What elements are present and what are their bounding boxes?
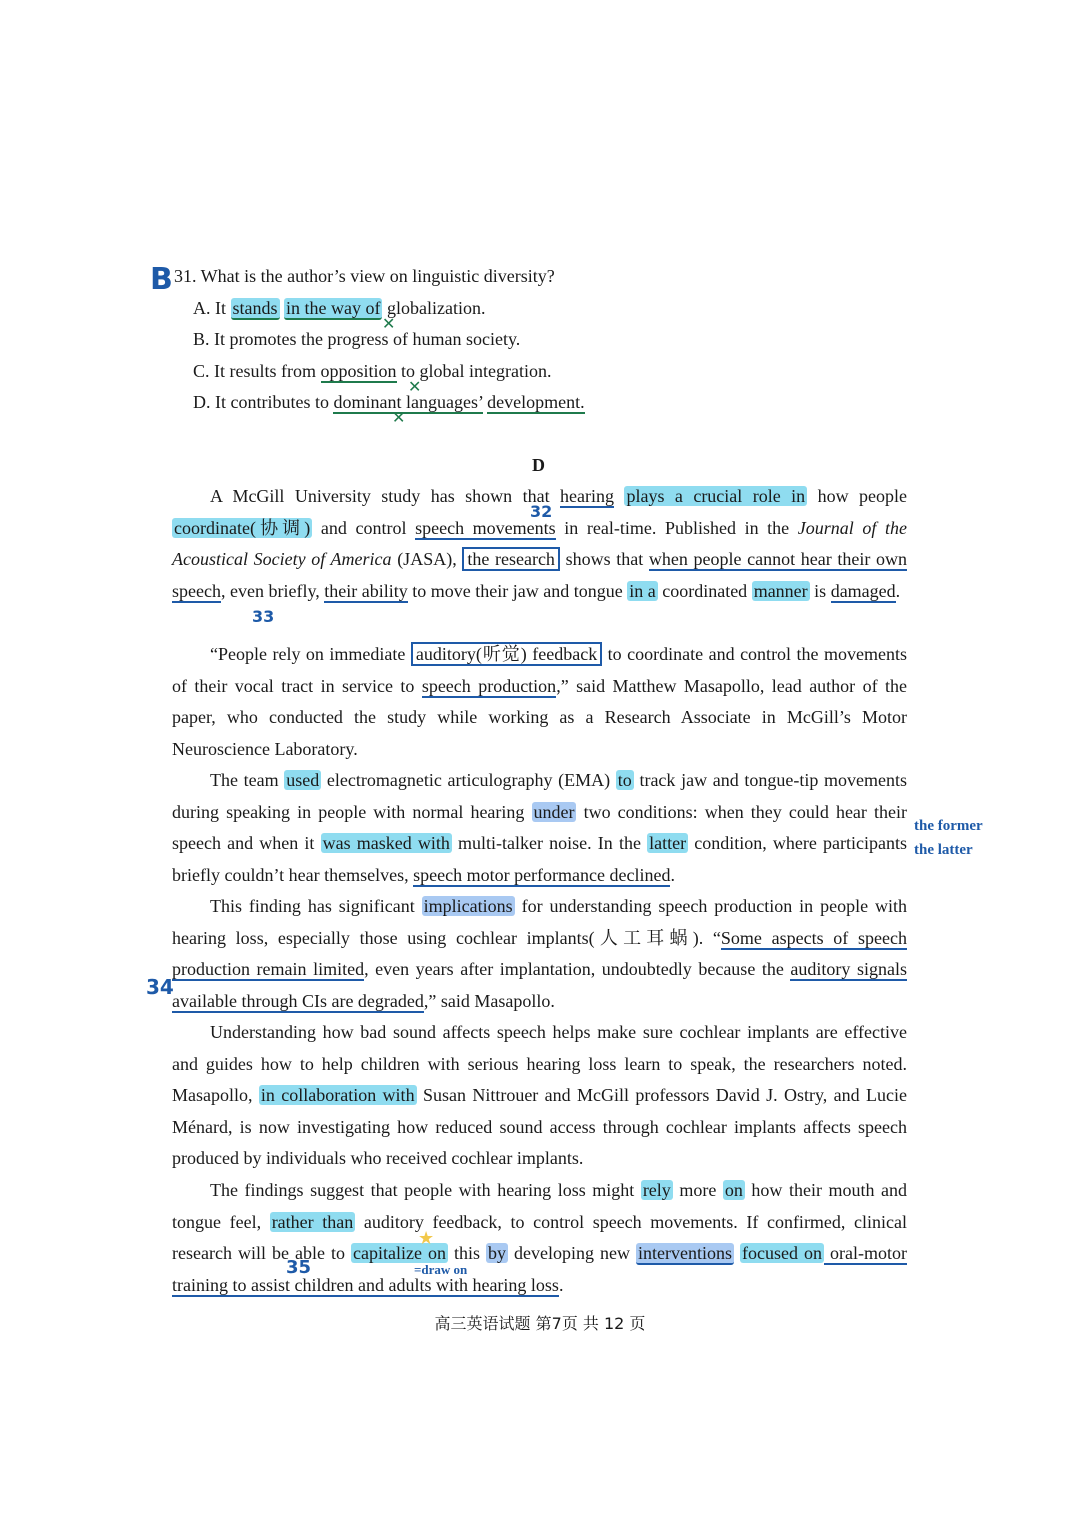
p1-underline-speech: speech movements [415, 517, 556, 538]
p3-text-6: condition, where participants briefly couldn’t hear themselves, [172, 833, 907, 885]
p4-text: This finding has significant [210, 896, 422, 916]
option-c-underline: opposition [320, 361, 397, 381]
star-icon: ★ [418, 1228, 435, 1248]
p4-highlight-implications: implications [423, 896, 513, 916]
p3-highlight-latter: latter [649, 833, 687, 853]
p1-text-3: and control [312, 517, 416, 538]
number-33: 33 [252, 607, 275, 626]
cross-mark-icon: ✕ [382, 314, 396, 333]
p6-underline-training: oral-motor training to assist children and adults with hearing loss [172, 1243, 908, 1295]
note-draw-on: =draw on [414, 1262, 468, 1277]
option-a-end: globalization. [382, 298, 486, 318]
paragraph-6 [172, 1175, 907, 1301]
p1-text-6: shows that [559, 549, 649, 569]
p3-text-5: multi-talker noise. In the [451, 833, 648, 853]
section-title: D [532, 455, 545, 475]
p3-underline-declined: speech motor performance declined [413, 864, 671, 885]
p5-highlight-collaboration: in collaboration with [260, 1085, 415, 1105]
p3-highlight-under: under [533, 801, 575, 822]
p4-text-2: for understanding speech production in people with hearing loss, especially those using cochlear implants(人工耳蜗). “ [172, 896, 907, 948]
p3-text-3: track jaw and tongue-tip movements during speaking in people with normal hearing [172, 770, 907, 822]
option-d[interactable] [193, 391, 585, 413]
number-35: 35 [286, 1257, 312, 1278]
option-d-text: D. It contributes to [193, 392, 334, 412]
p1-period: . [895, 580, 901, 601]
number-34: 34 [146, 975, 174, 999]
note-latter: the latter [914, 842, 973, 858]
p1-underline-hearing: hearing [560, 486, 615, 506]
p1-text-7: , even briefly, [220, 580, 325, 601]
paragraph-5 [172, 1017, 907, 1175]
p3-highlight-used: used [286, 770, 320, 790]
cross-mark-icon: ✕ [392, 408, 406, 427]
p1-text-10: is [809, 580, 831, 601]
option-a[interactable] [193, 297, 485, 319]
p4-underline-aspects: Some aspects of speech production remain limited [172, 927, 907, 979]
p6-highlight-rather: rather than [271, 1211, 354, 1232]
p1-text-8: to move their jaw and tongue [407, 580, 628, 601]
p6-highlight-interventions: interventions [638, 1243, 733, 1263]
p6-period: . [558, 1274, 564, 1295]
paragraph-2 [172, 639, 907, 765]
note-former: the former [914, 818, 983, 834]
option-a-highlight-1: stands [232, 298, 278, 318]
p3-text: The team [210, 770, 285, 790]
p1-box-research: the research [462, 547, 560, 571]
p6-text-3: how their mouth and tongue feel, [172, 1180, 908, 1232]
p6-text-5: this [447, 1243, 487, 1263]
p6-highlight-rely: rely [642, 1180, 671, 1200]
page-footer: 高三英语试题 第7页 共 12 页 [434, 1314, 646, 1333]
p2-text: “People rely on immediate [210, 644, 411, 664]
option-a-text: A. It [193, 298, 231, 318]
p1-highlight-coordinate: coordinate(协调) [174, 517, 311, 538]
paragraph-1 [172, 481, 907, 607]
p5-text: Understanding how bad sound affects speech helps make sure cochlear implants are effective and guides how to help children with serious hearing loss learn to speak, the researchers noted. Masapollo, [172, 1022, 907, 1105]
p1-highlight-manner: manner [753, 580, 808, 601]
paragraph-3 [172, 765, 907, 891]
p2-text-3: ,” said Matthew Masapollo, lead author of the paper, who conducted the study while working as a Research Associate in McGill’s Motor Neuroscience Laboratory. [172, 675, 907, 759]
p6-text-6: developing new [508, 1243, 637, 1263]
p6-text: The findings suggest that people with hearing loss might [210, 1180, 641, 1200]
option-d-underline-2: development. [487, 392, 585, 412]
option-d-underline-1: dominant languages’ [333, 392, 483, 412]
p2-underline-production: speech production [421, 675, 557, 696]
p1-highlight-role: plays a crucial role in [626, 486, 806, 506]
option-c-end: to global integration. [396, 361, 552, 381]
paragraph-4 [172, 891, 907, 1017]
p1-highlight-in-a: in a [629, 580, 656, 601]
option-c-text: C. It results from [193, 361, 321, 381]
p4-underline-signals: auditory signals available through CIs are degraded [172, 959, 907, 1011]
p1-journal-name: Journal of the Acoustical Society of America [172, 517, 907, 569]
p3-highlight-to: to [617, 770, 632, 790]
question-stem: 31. What is the author’s view on linguistic diversity? [174, 266, 555, 286]
p6-text-2: more [672, 1180, 723, 1200]
p2-text-2: to coordinate and control the movements of their vocal tract in service to [172, 644, 907, 696]
p3-text-4: two conditions: when they could hear their speech and when it [172, 801, 907, 853]
p4-text-4: ,” said Masapollo. [423, 990, 555, 1011]
p3-text-2: electromagnetic articulography (EMA) [321, 770, 616, 790]
p3-period: . [670, 864, 675, 885]
option-c[interactable] [193, 360, 551, 382]
cross-mark-icon: ✕ [408, 377, 422, 396]
p6-highlight-capitalize: capitalize on [353, 1243, 446, 1263]
p1-text-5: (JASA), [391, 549, 463, 569]
p1-text: A McGill University study has shown that [210, 486, 561, 506]
p1-space [614, 486, 624, 506]
p3-highlight-masked: was masked with [322, 833, 450, 853]
option-b[interactable]: B. It promotes the progress of human society. [193, 329, 521, 349]
p5-text-2: Susan Nittrouer and McGill professors David J. Ostry, and Lucie Ménard, is now investigating how reduced sound access through cochlear implants affects speech produced by individuals who received cochlear implants. [172, 1085, 908, 1168]
p1-underline-when: when people cannot hear their own speech [172, 549, 907, 601]
p6-highlight-focused: focused on [742, 1243, 823, 1263]
p4-text-3: , even years after implantation, undoubtedly because the [364, 959, 791, 979]
option-a-highlight-2: in the way of [286, 298, 381, 318]
p1-text-2: how people [807, 486, 908, 506]
p6-highlight-on: on [724, 1180, 743, 1200]
p1-underline-damaged: damaged [830, 580, 896, 601]
p1-text-4: in real-time. Published in the [555, 517, 798, 538]
p1-underline-ability: their ability [324, 580, 408, 601]
p1-text-9: coordinated [657, 580, 752, 601]
number-32: 32 [530, 502, 553, 521]
p6-text-4: auditory feedback, to control speech movements. If confirmed, clinical research will be able to [172, 1211, 907, 1263]
p6-highlight-by: by [488, 1243, 507, 1263]
p2-box-feedback: auditory(听觉) feedback [411, 642, 602, 666]
answer-mark: B [150, 262, 173, 297]
